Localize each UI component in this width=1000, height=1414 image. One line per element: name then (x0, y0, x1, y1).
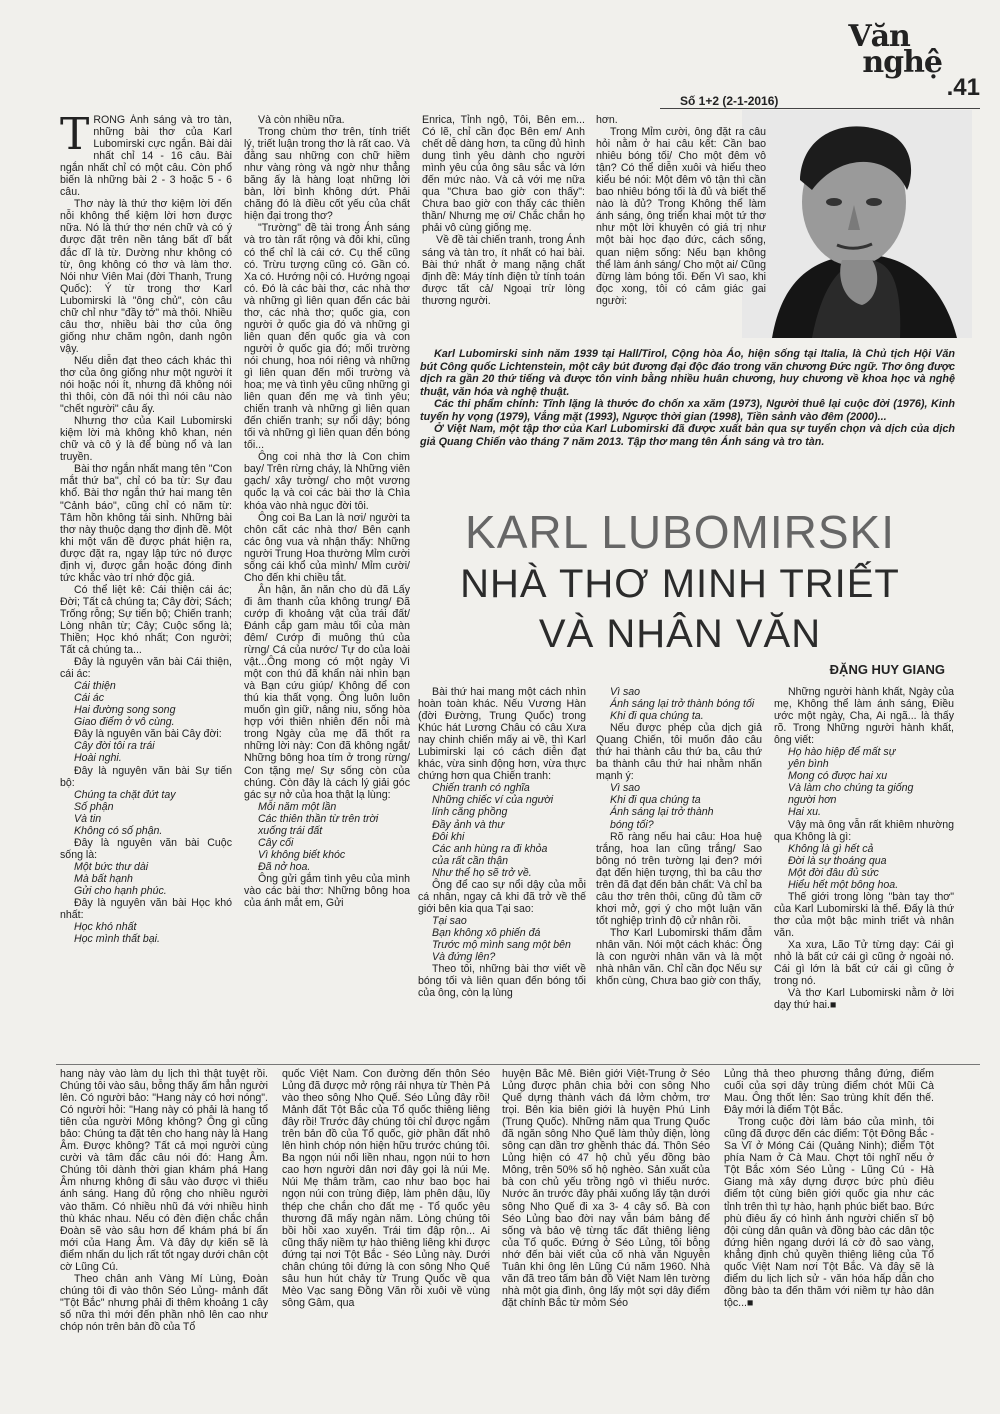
paragraph: Chiến tranh có nghĩa (432, 782, 530, 795)
paragraph: Theo chân anh Vàng Mí Lùng, Đoàn chúng tôi đi vào thôn Séo Lủng- mảnh đất "Tột Bắc" nhưng phải đi thêm khoảng 1 cây số nữa thì mới đến phần nhô lên cao như chóp nón trên bản đồ của Tổ (60, 1272, 268, 1333)
paragraph: Đây là nguyên văn bài Cuộc sống là: (60, 836, 232, 861)
paragraph: Ánh sáng lại trở thành (610, 806, 714, 819)
logo-line2: nghệ (862, 45, 942, 80)
paragraph: Đây là nguyên văn bài Cây đời: (74, 728, 222, 741)
paragraph: Thơ Karl Lubomirski thấm đẫm nhân văn. Nói một cách khác: Ông là con người nhân văn và là một nhà nhân văn. Chỉ cần đọc Nếu sự khốn cùng, Chưa bao giờ con thấy, (596, 926, 762, 988)
paragraph: Theo tôi, những bài thơ viết về bóng tối và liên quan đến bóng tối của ông, còn lạ lùng (418, 963, 586, 1000)
paragraph: Mong có được hai xu (788, 770, 888, 783)
paragraph: lính căng phồng (432, 806, 508, 819)
paragraph: Một đời đâu đủ sức (788, 866, 879, 879)
paragraph: Và đứng lên? (432, 951, 496, 964)
article-column-1 (60, 114, 232, 1059)
drop-cap: T (60, 114, 90, 160)
paragraph: Và thơ Karl Lubomirski nằm ở lời dạy thứ hai.■ (774, 987, 954, 1012)
article-column-5-bottom (774, 686, 954, 1058)
paragraph: Trong Mỉm cười, ông đặt ra câu hỏi nằm ở hai câu kết: Cần bao nhiêu bóng tối/ Cho một đêm vô tận? Có thể diễn xuôi và hiểu theo kiểu bé nói: Một đêm vô tận thì cần bao nhiêu bóng tối là đủ và biết thế nào là đủ? Trong Không thể làm ánh sáng, ông triển khai một tứ thơ như một lời khuyên có giá trị như một bài học đạo đức, cách sống, quan niệm sống: Nếu bạn không thể làm ánh sáng/ Cho một ai/ Cũng đừng làm bóng tối. Đến Vì sao, khi đọc xong, tôi có cảm giác gai người: (596, 126, 766, 307)
paragraph: Ánh sáng lại trở thành bóng tối (610, 698, 755, 711)
paragraph: Cái ác (74, 692, 105, 705)
paragraph: Trong cuộc đời làm báo của mình, tôi cũng đã được đến các điểm: Tột Đông Bắc - Sa Vĩ ở Móng Cái (Quảng Ninh); điểm Tột phía Nam ở Cà Mau. Chợt tôi nghĩ nếu ở Tột Bắc xóm Séo Lủng - Lũng Cú - Hà Giang mà xây dựng được bức phù điêu điểm tột cùng biên giới quốc gia như các tỉnh trên thì tự hào, hạnh phúc biết bao. Bức phù điêu ấy có hình ảnh người chiến sĩ bộ đội cùng dân quân và đồng bào các dân tộc đứng hiên ngang dưới lá cờ đỏ sao vàng, khẳng định chủ quyền thiêng liêng của Tổ quốc Việt Nam nơi Tột Bắc. Và đây sẽ là điểm du lịch lịch sử - văn hóa hấp dẫn cho đồng bào ta đến thăm với niềm tự hào dân tộc...■ (724, 1116, 934, 1309)
bio-paragraph: Các thi phẩm chính: Tĩnh lặng là thước đo chốn xa xăm (1973), Người thuê lại cuộc đời (1976), Kinh tuyến hy vọng (1979), Vắng mặt (1993), Ngược thời gian (1998), Tiền sảnh vào đêm (2000)... (420, 398, 955, 423)
paragraph: Nhưng thơ của Kail Lubomirski kiệm lời mà không khô khan, nén chữ và cô ý là để bùng nổ và lan truyền. (60, 415, 232, 464)
paragraph: Ân hận, ăn năn cho dù đã Lấy đi âm thanh của không trung/ Đã cướp đi khoảng vật của trái đất/ Đánh cắp gam màu tối của màn đêm/ Cướp đi muông thú của rừng/ Cá của nước/ Tự do của loài vật...Ông mong có một ngày Vì một con thú đã khẩn nài nhìn bạn và Bạn cứu giúp/ Không để con thú kia thất vọng. Ông luôn luôn muốn gìn giữ, nâng niu, sống hòa hợp với thiên nhiên đến nỗi mà trong Ngày của mẹ đã thốt ra những lời này: Con đã không ngắt/ Những bông hoa tím ở trong rừng/ Con tặng mẹ/ Sự sống còn của chúng. Còn đây là cách lý giải góc gác sự nở của hoa thật lạ lùng: (244, 583, 410, 801)
header-rule (660, 108, 980, 109)
paragraph: Đôi khi (432, 830, 465, 843)
travel-column-2 (282, 1068, 490, 1368)
paragraph: Các thiên thần từ trên trời (258, 812, 379, 825)
paragraph: Đã nở hoa. (258, 860, 311, 873)
paragraph: Vì không biết khóc (258, 848, 346, 861)
paragraph: Hai xu. (788, 806, 821, 819)
paragraph: Vì sao (610, 686, 641, 698)
paragraph: Những chiếc ví của người (432, 794, 554, 807)
paragraph: Enrica, Tỉnh ngộ, Tôi, Bên em... Có lẽ, chỉ cần đọc Bên em/ Anh chết dễ dàng hơn, ta cũng đủ hình dung tình yêu dành cho người mình yêu của ông sâu sắc và lớn đến mức nào. Và cả với mẹ nữa qua "Chưa bao giờ con thấy": Chưa bao giờ con thấy các thiên thần/ Nhưng mẹ ơi/ Chắc chắn họ phải vô cùng giống mẹ. (422, 114, 585, 235)
paragraph: bóng tối? (610, 818, 654, 831)
paragraph: "Trường" đề tài trong Ánh sáng và tro tàn rất rộng và đôi khi, cũng có thể chỉ là cái cớ. Cụ thể cũng có. Trừu tượng cũng có. Gần có. Xa có. Hướng nội có. Hướng ngoại có. Đó là các bài thơ, các nhà thơ và những gì liên quan đến các bài thơ, các nhà thơ; quốc gia, con người ở quốc gia đó và những gì liên quan đến quốc gia và con người ở quốc gia đó; mối trường nói chung, hoa nói riêng và những gì liên quan đến mối trường và hoa; mẹ và tình yêu cũng những gì liên quan đến mẹ và tình yêu; chiến tranh và những gì liên quan đến chiến tranh; sự nổi dậy; bóng tối và những gì liên quan đến bóng tối... (244, 222, 410, 452)
paragraph: Hoài nghi. (74, 752, 122, 765)
bio-paragraph: Karl Lubomirski sinh năm 1939 tại Hall/Tirol, Cộng hòa Áo, hiện sống tại Italia, là Chủ tịch Hội Văn bút Công quốc Lichtenstein, một cây bút đương đại độc đáo trong văn chương Đức ngữ. Thơ ông được dịch ra gần 20 thứ tiếng và được tôn vinh bằng nhiều huân chương, huy chương về khoa học và nghệ thuật, văn hóa và nghệ thuật. (420, 348, 955, 398)
article-column-3-bottom (418, 686, 586, 1058)
paragraph: Và làm cho chúng ta giống (788, 782, 914, 795)
paragraph: Không có số phận. (74, 824, 163, 837)
logo-line1: Văn (848, 19, 910, 54)
paragraph: Học khó nhất (74, 921, 137, 934)
paragraph: Những người hành khất, Ngày của mẹ, Không thể làm ánh sáng, Điều ước một ngày, Cha, Ai ngã... là thấy rõ. Trong Những người hành khất, ông viết: (774, 686, 954, 747)
bio-paragraph: Ở Việt Nam, một tập thơ của Karl Lubomirski đã được xuất bản qua sự tuyển chọn và dịch của dịch giả Quang Chiến vào tháng 7 năm 2013. Tập thơ mang tên Ánh sáng và tro tàn. (420, 423, 955, 448)
paragraph: Có thể liệt kê: Cái thiện cái ác; Đời; Tất cả chúng ta; Cây đời; Sách; Trống rỗng; Sự tiến bộ; Chiến tranh; Lòng nhân từ; Cây; Cuộc sống là; Thiền; Học khó nhất; Con người; Tất cả chúng ta... (60, 583, 232, 657)
paragraph: Bạn không xô phiến đá (432, 926, 541, 939)
paragraph: Xa xưa, Lão Tử từng dạy: Cái gì nhỏ là bất cứ cái gì cũng ở ngoài nó. Cái gì lớn là bất cứ cái gì cũng ở trong nó. (774, 938, 954, 988)
paragraph: Thế giới trong lòng "bàn tay thơ" của Karl Lubomirski là thế. Đấy là thứ thơ của một bậc minh triết và nhân văn. (774, 890, 954, 939)
title-line1: KARL LUBOMIRSKI (465, 506, 895, 558)
paragraph: Một bức thư dài (74, 860, 149, 873)
page-number: .41 (946, 74, 980, 101)
paragraph: yên bình (788, 758, 829, 771)
paragraph: xuống trái đất (258, 824, 323, 837)
paragraph: huyện Bắc Mê. Biên giới Việt-Trung ở Séo Lủng được phân chia bởi con sông Nho Quế dựng thành vách đá lởm chởm, trơ trọi. Bên kia biên giới là huyện Phú Linh (Trung Quốc). Những năm qua Trung Quốc đã ngăn sông Nho Quế làm thủy điện, lòng sông cạn dần trơ ghềnh thác đá. Thôn Séo Lủng hiện có 47 hộ chủ yếu đồng bào Mông, trên 50% số hộ nghèo. Sản xuất của bà con chủ yếu trồng ngô vì thiếu nước. Nước ăn trước đây phải xuống lấy tận dưới sông Nho Quế đi xa 3- 4 cây số. Bà con Séo Lủng bao đời nay vẫn bám bảng để sống và bảo vệ từng tấc đất thiêng liêng của Tổ quốc. Đứng ở Séo Lủng, tôi bỗng nhớ đến bài viết của cố nhà văn Nguyễn Tuân khi ông lên Lũng Cú năm 1960. Nhà văn đã treo tấm bản đồ Việt Nam lên tường nhà một gia đình, ông lấy một sợi dây điểm đặt chính Bắc từ mỏm Séo (502, 1068, 710, 1309)
paragraph: Ông để cao sự nổi dậy của mỗi cá nhân, ngay cả khi đã trở về thế giới bên kia qua Tại sao: (418, 878, 586, 915)
paragraph: Khi đi qua chúng ta. (610, 710, 704, 723)
article-column-4-bottom (596, 686, 762, 1058)
paragraph: Cây đời tôi ra trái (74, 740, 155, 753)
paragraph: Mỗi năm một lần (258, 800, 337, 813)
paragraph: Cái thiện (74, 680, 116, 693)
paragraph: Hiểu hết một bông hoa. (788, 878, 899, 891)
paragraph: của rất cần thận (432, 854, 508, 867)
paragraph: Ông gửi gắm tình yêu của mình vào các bài thơ: Những bông hoa của ánh mắt em, Gửi (244, 872, 410, 910)
paragraph: Ông coi nhà thơ là Con chim bay/ Trên rừng cháy, là Những viên gạch/ xây tường/ cho một vương quốc lạ và coi các bài thơ là Chìa khóa vào nhà ngục đời tôi. (244, 451, 410, 512)
paragraph: Rõ ràng nếu hai câu: Hoa huệ trắng, hoa lan cũng trắng/ Sao bông nó trên tường lại đen? mới đạt đến hiện tượng, thì ba câu thơ trên đã đạt đến bản chất: Và chỉ ba câu thơ trên thôi, cũng đủ tầm cỡ khơi mở, gợi ý cho một luận văn tốt nghiệp trình độ cử nhân rồi. (596, 830, 762, 927)
section-divider (56, 1064, 980, 1065)
title-line2: NHÀ THƠ MINH TRIẾT (460, 562, 900, 606)
paragraph: Trước mộ mình sang một bên (432, 938, 571, 951)
paragraph: Vì sao (610, 782, 641, 795)
title-line3: VÀ NHÂN VĂN (538, 612, 822, 656)
paragraph: hang này vào làm du lịch thì thật tuyệt rồi. Chúng tôi vào sâu, bỗng thấy ấm hẳn người lên. Có người bảo: "Hang này có hơi nóng". Có người hỏi: "Hang này có phải là hang tổ tiên của người Mông không? Ông gì cũng bảo: Chúng ta đặt tên cho hang này là Hang Âm. Được không? Tất cả mọi người cùng cười và tâm đắc câu nói đó: Hang Âm. Chúng tôi dành thời gian khám phá Hang Âm nhưng không đi sâu vào được vì thiếu ánh sáng. Hang đủ rộng cho nhiều người vào thăm. Có nhiều nhũ đá với nhiều hình thù khác nhau. Nếu có đèn điện chắc chắn Đoàn sẽ vào sâu hơn để khám phá bí ẩn mới của Hang Âm. Và đây dự kiến sẽ là điểm nhấn du lịch rất tốt ngay dưới chân cột cờ Lũng Cú. (60, 1068, 268, 1273)
paragraph: Mà bất hạnh (74, 872, 133, 885)
paragraph: Đây là nguyên văn bài Học khó nhất: (60, 897, 232, 922)
paragraph: Không là gì hết cả (788, 842, 874, 855)
portrait-illustration (742, 110, 972, 338)
paragraph: Và tin (74, 812, 102, 825)
paragraph: Nếu diễn đạt theo cách khác thì thơ của ông giống như một người ít nói hoặc nói ít, nhưng đã không nói thì thôi, còn đã nói thì nói câu nào "chết người" câu ấy. (60, 354, 232, 416)
paragraph: Vậy mà ông vẫn rất khiêm nhường qua Không là gì: (774, 818, 954, 843)
paragraph: TRONG Ánh sáng và tro tàn, những bài thơ của Karl Lubomirski cực ngắn. Bài dài nhất chỉ 14 - 16 câu. Bài ngắn nhất chỉ có một câu. Còn phổ biến là những bài 2 - 3 hoặc 5 - 6 câu. (60, 114, 232, 199)
paragraph: Học mình thất bại. (74, 933, 160, 946)
paragraph: Các anh hùng ra đi khỏa (432, 842, 548, 855)
travel-column-1 (60, 1068, 268, 1368)
article-column-3-top (422, 114, 585, 344)
paragraph: Họ hào hiệp để mất sự (788, 746, 896, 759)
paragraph: Như thể họ sẽ trở về. (432, 866, 532, 879)
paragraph: Bài thơ ngắn nhất mang tên "Con mắt thứ ba", chỉ có ba từ: Sự đau khổ. Bài thơ ngắn thứ hai mang tên "Cảnh báo", cũng chỉ có năm từ: Tâm hồn không tái sinh. Những bài thơ này thuộc dạng thơ định đề. Một khi một vấn đề được phát hiện ra, được đặt ra, ngay lập tức nó được định vị, được gắn hoặc đóng đinh tức khắc vào trí nhớ độc giả. (60, 463, 232, 584)
paragraph: quốc Việt Nam. Con đường đến thôn Séo Lủng đã được mở rộng rải nhựa từ Thèn Pả vào theo sông Nho Quế. Séo Lủng đây rồi! Mảnh đất Tột Bắc của Tổ quốc thiêng liêng đây rồi! Trước đây chúng tôi chỉ được ngắm trên bản đồ của Tổ quốc, giờ phần đất nhô lên hình chóp nón hiện hữu trước chúng tôi. Ba ngọn núi nối liền nhau, ngọn núi to hơn cao hơn người dân nơi đây gọi là núi Mẹ. Núi Mẹ thâm trầm, cao như bao bọc hai ngọn núi con trùng điệp, làm phên dậu, lũy thép che chắn cho đất mẹ - Tổ quốc yêu thương đã mấy ngàn năm. Lòng chúng tôi bồi hồi xao xuyến. Trái tim đập rộn... Ai cũng thấy niềm tự hào thiêng liêng khi được đứng tại nơi Tột Bắc - Séo Lủng này. Dưới chân chúng tôi đứng là con sông Nho Quế sâu hun hút chảy từ Trung Quốc về qua Mèo Vạc sang Đồng Văn rồi xuôi về vùng sông Gâm, qua (282, 1068, 490, 1309)
paragraph: Cây cối (258, 836, 294, 849)
paragraph: Lủng thả theo phương thẳng đứng, điểm cuối của sợi dây trùng điểm chót Mũi Cà Mau. Ông thốt lên: Sao trùng khít đến thế. Đây mới là điểm Tột Bắc. (724, 1068, 934, 1117)
paragraph: Đây là nguyên văn bài Cái thiện, cái ác: (60, 656, 232, 681)
paragraph: Nếu được phép của dịch giả Quang Chiến, tôi muốn đảo câu thứ hai thành câu thứ ba, câu thứ ba thành câu thứ hai nhằm nhấn mạnh ý: (596, 722, 762, 783)
author-bio (420, 348, 955, 448)
article-title (420, 505, 940, 659)
article-column-2 (244, 114, 410, 1059)
travel-column-4 (724, 1068, 934, 1368)
paragraph: Chúng ta chặt đứt tay (74, 788, 176, 801)
issue-date: Số 1+2 (2-1-2016) (680, 94, 779, 108)
paragraph: Về đề tài chiến tranh, trong Ánh sáng và tàn tro, ít nhất có hai bài. Bài thứ nhất ở mang nặng chất định đề: Máy tính điện tử tính toán được tất cả/ Ngoại trừ lòng thương người. (422, 234, 585, 307)
paragraph: Hai đường song song (74, 704, 176, 717)
paragraph: Gửi cho hạnh phúc. (74, 885, 167, 897)
paragraph: Tại sao (432, 914, 467, 927)
paragraph: Và còn nhiều nữa. (258, 114, 345, 126)
paragraph: Số phận (74, 800, 114, 813)
paragraph: Đầy ảnh và thư (432, 818, 505, 831)
paragraph: hơn. (596, 114, 618, 126)
article-author: ĐẶNG HUY GIANG (829, 662, 945, 677)
paragraph: Giao điểm ở vô cùng. (74, 716, 175, 729)
paragraph: Khi đi qua chúng ta (610, 794, 701, 807)
article-column-4-top (596, 114, 766, 344)
paragraph: Đây là nguyên văn bài Sự tiến bộ: (60, 764, 232, 789)
travel-column-3 (502, 1068, 710, 1368)
paragraph: Bài thứ hai mang một cách nhìn hoàn toàn khác. Nếu Vương Hàn (đời Đường, Trung Quốc) trong Khúc hát Lương Châu có câu Xưa nay chinh chiến mấy ai về, thì Karl Lubimirski lại có cách diễn đạt khác, vừa sinh động hơn, vừa thực chứng hơn qua Chiến tranh: (418, 686, 586, 783)
paragraph: Đời là sự thoáng qua (788, 854, 887, 867)
author-portrait-photo (742, 110, 972, 338)
masthead-logo (848, 19, 942, 80)
paragraph: người hơn (788, 794, 837, 807)
paragraph: Ông coi Ba Lan là nơi/ người ta chôn cất các nhà thơ/ Bên cạnh các ông vua và nhận thấy: Những người Trung Hoa thường Mỉm cười sống cái khổ của mình/ Mỉm cười/ Cho đến khi chiều tắt. (244, 511, 410, 584)
paragraph: Trong chùm thơ trên, tính triết lý, triết luận trong thơ là rất cao. Và đằng sau những con chữ hiềm như vàng ròng và ngờ như thẳng băng ấy là hàng loạt những lời bàn, lời bình không dứt. Phải chăng đó là điều cốt yếu của chất hiện đại trong thơ? (244, 126, 410, 223)
paragraph: Thơ này là thứ thơ kiệm lời đến nỗi không thể kiệm lời hơn được nữa. Nó là thứ thơ nén chữ và có ý được đặt trên nền tảng bất dĩ bất đắc dĩ là từ. Dường như không có từ, ông không có thơ và làm thơ. Nói như Viên Mai (đời Thanh, Trung Quốc): Ý từ trong thơ Karl Lubomirski là "ông chủ", còn câu chữ chỉ như "đầy tớ" mà thôi. Nhiều câu thơ, nhiều bài thơ của ông giống như chăm ngôn, danh ngôn vậy. (60, 198, 232, 355)
